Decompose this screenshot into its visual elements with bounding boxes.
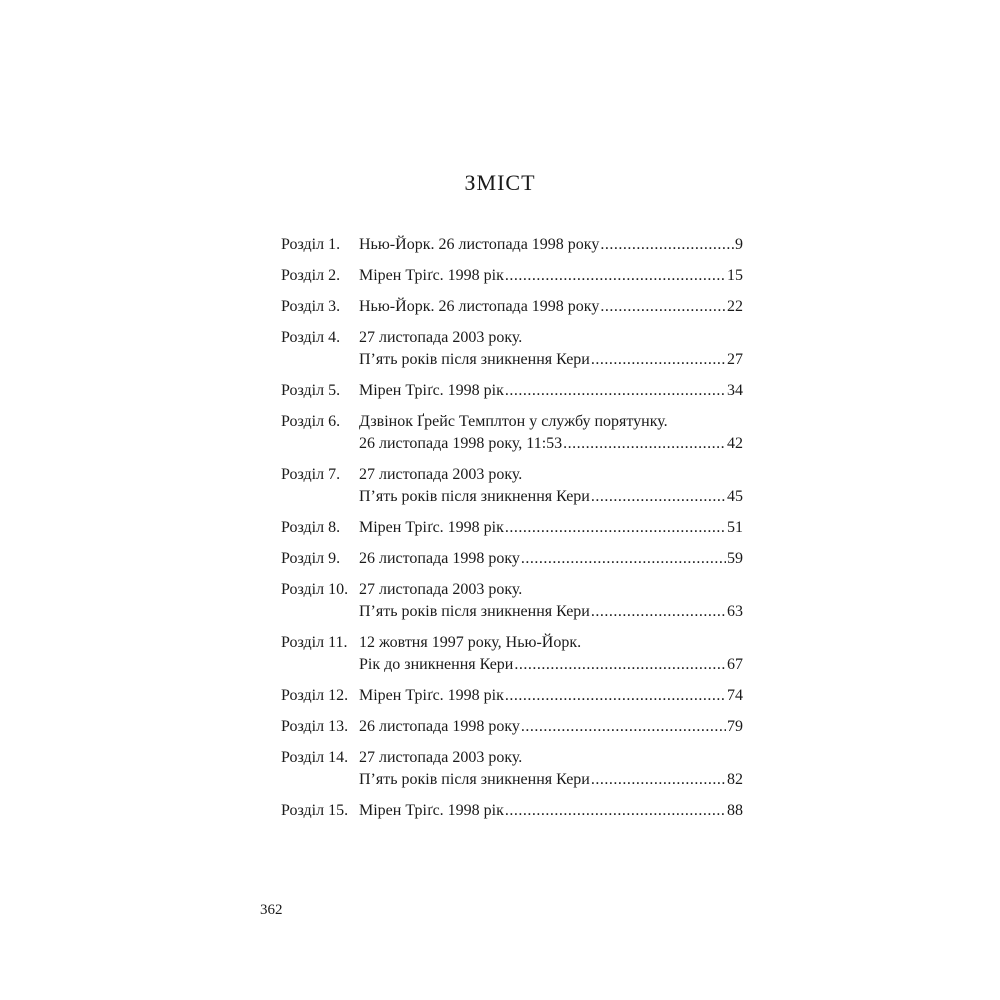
toc-entry-body — [359, 747, 743, 791]
toc-entry-last-line — [359, 685, 743, 707]
toc-entry-title-line: 27 листопада 2003 року. — [359, 749, 523, 766]
toc-chapter-label: Розділ 1. — [281, 236, 341, 253]
toc-entry-body — [359, 685, 743, 707]
toc-page-number: 79 — [727, 718, 743, 735]
toc-entry-title-line: 27 листопада 2003 року. — [359, 581, 523, 598]
toc-entry-last-line — [359, 234, 743, 256]
toc-chapter-label: Розділ 15. — [281, 802, 349, 819]
dot-leader — [600, 296, 726, 318]
toc-entry-title-line: П’ять років після зникнення Кери — [359, 603, 590, 620]
toc-page-number: 27 — [727, 351, 743, 368]
toc-entry-body — [359, 296, 743, 318]
toc-entry[interactable] — [281, 632, 743, 676]
toc-entry-title-line: Мірен Тріґс. 1998 рік — [359, 519, 504, 536]
dot-leader — [505, 517, 726, 539]
toc-page-number: 67 — [727, 656, 743, 673]
toc-entry-title-line: 26 листопада 1998 року — [359, 550, 520, 567]
toc-page-number: 9 — [735, 236, 743, 253]
dot-leader — [505, 800, 726, 822]
toc-entry[interactable] — [281, 685, 743, 707]
toc-entry-title-line: 26 листопада 1998 року — [359, 718, 520, 735]
toc-page-number: 22 — [727, 298, 743, 315]
toc-page-number: 88 — [727, 802, 743, 819]
toc-chapter-label: Розділ 13. — [281, 718, 349, 735]
dot-leader — [514, 654, 726, 676]
toc-page-number: 42 — [727, 435, 743, 452]
toc-page-number: 15 — [727, 267, 743, 284]
toc-entry-title-line: 27 листопада 2003 року. — [359, 329, 523, 346]
toc-entry[interactable] — [281, 517, 743, 539]
toc-entry-last-line — [359, 296, 743, 318]
toc-entry-last-line — [359, 654, 743, 676]
toc-entry[interactable] — [281, 464, 743, 508]
dot-leader — [521, 548, 726, 570]
toc-entry-title-line: П’ять років після зникнення Кери — [359, 488, 590, 505]
toc-entry-title-line: 12 жовтня 1997 року, Нью-Йорк. — [359, 634, 582, 651]
toc-chapter-label: Розділ 8. — [281, 519, 341, 536]
toc-page-number: 82 — [727, 771, 743, 788]
toc-entry-last-line — [359, 349, 743, 371]
toc-entry-body — [359, 800, 743, 822]
toc-page-number: 51 — [727, 519, 743, 536]
toc-entry-title-line: П’ять років після зникнення Кери — [359, 771, 590, 788]
toc-entry-last-line — [359, 716, 743, 738]
toc-entry-title-line: Мірен Тріґс. 1998 рік — [359, 382, 504, 399]
toc-entry-last-line — [359, 380, 743, 402]
dot-leader — [505, 380, 726, 402]
toc-entry-title-line: Мірен Тріґс. 1998 рік — [359, 802, 504, 819]
toc-chapter-label: Розділ 2. — [281, 267, 341, 284]
toc-entry-body — [359, 716, 743, 738]
toc-entry-last-line — [359, 601, 743, 623]
toc-entry[interactable] — [281, 265, 743, 287]
toc-entry[interactable] — [281, 579, 743, 623]
toc-entry[interactable] — [281, 716, 743, 738]
toc-entry-body — [359, 464, 743, 508]
toc-entry-body — [359, 380, 743, 402]
dot-leader — [600, 234, 734, 256]
dot-leader — [591, 601, 726, 623]
dot-leader — [563, 433, 726, 455]
toc-page-number: 34 — [727, 382, 743, 399]
toc-entry-body — [359, 411, 743, 455]
toc-entry-last-line — [359, 769, 743, 791]
toc-entry-title-line: 27 листопада 2003 року. — [359, 466, 523, 483]
toc-entry[interactable] — [281, 296, 743, 318]
toc-chapter-label: Розділ 9. — [281, 550, 341, 567]
toc-entry[interactable] — [281, 747, 743, 791]
toc-entry-title-line: Нью-Йорк. 26 листопада 1998 року — [359, 236, 600, 253]
toc-entry[interactable] — [281, 327, 743, 371]
toc-entry-last-line — [359, 265, 743, 287]
toc-entry-body — [359, 234, 743, 256]
toc-chapter-label: Розділ 11. — [281, 634, 348, 651]
toc-page-number: 45 — [727, 488, 743, 505]
toc-entry-body — [359, 632, 743, 676]
toc-entry-body — [359, 517, 743, 539]
toc-entry-last-line — [359, 517, 743, 539]
toc-entry-body — [359, 579, 743, 623]
toc-entry-body — [359, 265, 743, 287]
toc-entry-body — [359, 548, 743, 570]
toc-chapter-label: Розділ 14. — [281, 749, 349, 766]
toc-entry-last-line — [359, 800, 743, 822]
toc-entry-title-line: Дзвінок Ґрейс Темплтон у службу порятунку. — [359, 413, 668, 430]
dot-leader — [505, 265, 726, 287]
toc-chapter-label: Розділ 5. — [281, 382, 341, 399]
toc-chapter-label: Розділ 3. — [281, 298, 341, 315]
page-title: ЗМІСТ — [464, 170, 536, 195]
dot-leader — [521, 716, 726, 738]
dot-leader — [591, 486, 726, 508]
dot-leader — [591, 769, 726, 791]
toc-chapter-label: Розділ 12. — [281, 687, 349, 704]
page-number: 362 — [260, 902, 283, 918]
toc-entry-title-line: 26 листопада 1998 року, 11:53 — [359, 435, 563, 452]
toc-page-number: 63 — [727, 603, 743, 620]
toc-page-number: 74 — [727, 687, 743, 704]
toc-chapter-label: Розділ 6. — [281, 413, 341, 430]
toc-entry-title-line: Рік до зникнення Кери — [359, 656, 514, 673]
toc-entry-title-line: Нью-Йорк. 26 листопада 1998 року — [359, 298, 600, 315]
toc-entry-last-line — [359, 433, 743, 455]
toc-entry-last-line — [359, 548, 743, 570]
toc-entry-title-line: Мірен Тріґс. 1998 рік — [359, 267, 504, 284]
toc-entry-last-line — [359, 486, 743, 508]
toc-entry[interactable] — [281, 380, 743, 402]
toc-entry[interactable] — [281, 548, 743, 570]
toc-entry-title-line: П’ять років після зникнення Кери — [359, 351, 590, 368]
dot-leader — [505, 685, 726, 707]
toc-entry-body — [359, 327, 743, 371]
dot-leader — [591, 349, 726, 371]
toc-entry[interactable] — [281, 234, 743, 256]
toc-entry[interactable] — [281, 800, 743, 822]
toc-entry-title-line: Мірен Тріґс. 1998 рік — [359, 687, 504, 704]
toc-chapter-label: Розділ 7. — [281, 466, 341, 483]
toc-entry[interactable] — [281, 411, 743, 455]
toc-page-number: 59 — [727, 550, 743, 567]
table-of-contents — [281, 234, 743, 831]
toc-chapter-label: Розділ 4. — [281, 329, 341, 346]
toc-chapter-label: Розділ 10. — [281, 581, 349, 598]
